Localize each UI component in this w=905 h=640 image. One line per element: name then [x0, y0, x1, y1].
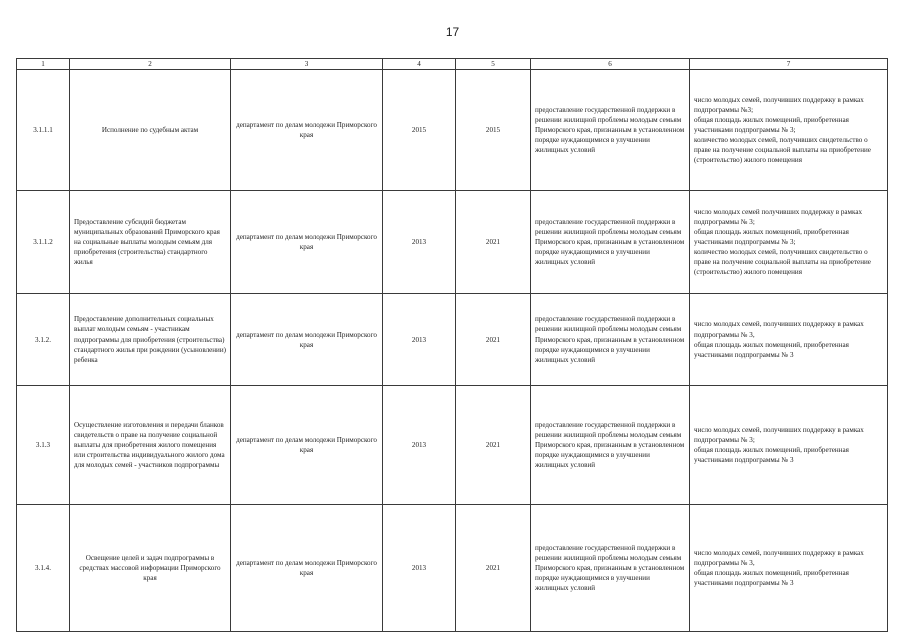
measure-number: 3.1.3	[17, 386, 70, 505]
measure-name: Предоставление субсидий бюджетам муниципальных образований Приморского края на социальные выплаты молодым семьям для приобретения (строительства) стандартного жилья	[70, 191, 231, 294]
expected-result: предоставление государственной поддержки в решении жилищной проблемы молодым семьям Приморского края, признанным в установленном порядке нуждающимися в улучшении жилищных условий	[531, 386, 690, 505]
indicators: число молодых семей, получивших поддержку в рамках подпрограммы № 3, общая площадь жилых помещений, приобретенная участниками подпрограммы № 3	[690, 505, 888, 632]
indicators: число молодых семей, получивших поддержку в рамках подпрограммы № 3; общая площадь жилых помещений, приобретенная участниками подпрограммы № 3	[690, 386, 888, 505]
expected-result: предоставление государственной поддержки в решении жилищной проблемы молодым семьям Приморского края, признанным в установленном порядке нуждающимися в улучшении жилищных условий	[531, 70, 690, 191]
page-number: 17	[445, 25, 460, 39]
executor: департамент по делам молодежи Приморского края	[231, 386, 383, 505]
measure-number: 3.1.4.	[17, 505, 70, 632]
expected-result: предоставление государственной поддержки в решении жилищной проблемы молодым семьям Приморского края, признанным в установленном порядке нуждающимися в улучшении жилищных условий	[531, 505, 690, 632]
measure-name: Исполнение по судебным актам	[70, 70, 231, 191]
header-row	[17, 59, 888, 70]
start-year: 2013	[383, 505, 456, 632]
col-header-7: 7	[690, 59, 888, 70]
table-row	[17, 191, 888, 294]
col-header-1: 1	[17, 59, 70, 70]
measures-table	[16, 58, 888, 632]
indicators: число молодых семей получивших поддержку в рамках подпрограммы № 3; общая площадь жилых помещений, приобретенная участниками подпрограммы № 3; количество молодых семей, получивших свидетельство о праве на получение социальной выплаты на приобретение (строительство) жилого помещения	[690, 191, 888, 294]
indicators: число молодых семей, получивших поддержку в рамках подпрограммы №3; общая площадь жилых помещений, приобретенная участниками подпрограммы № 3; количество молодых семей, получивших свидетельство о праве на получение социальной выплаты на приобретение (строительство) жилого помещения	[690, 70, 888, 191]
expected-result: предоставление государственной поддержки в решении жилищной проблемы молодым семьям Приморского края, признанным в установленном порядке нуждающимися в улучшении жилищных условий	[531, 191, 690, 294]
measure-name: Осуществление изготовления и передачи бланков свидетельств о праве на получение социальной выплаты для приобретения жилого помещения или строительства индивидуального жилого дома для молодых семей - участников подпрограммы	[70, 386, 231, 505]
start-year: 2013	[383, 294, 456, 386]
measure-name: Предоставление дополнительных социальных выплат молодым семьям - участникам подпрограммы для приобретения (строительства) стандартного жилья при рождении (усыновлении) ребенка	[70, 294, 231, 386]
col-header-5: 5	[456, 59, 531, 70]
measure-number: 3.1.1.2	[17, 191, 70, 294]
table-row	[17, 386, 888, 505]
start-year: 2013	[383, 191, 456, 294]
executor: департамент по делам молодежи Приморского края	[231, 191, 383, 294]
table-row	[17, 294, 888, 386]
table-row	[17, 505, 888, 632]
indicators: число молодых семей, получивших поддержку в рамках подпрограммы № 3, общая площадь жилых помещений, приобретенная участниками подпрограммы № 3	[690, 294, 888, 386]
table-row	[17, 70, 888, 191]
end-year: 2021	[456, 191, 531, 294]
expected-result: предоставление государственной поддержки в решении жилищной проблемы молодым семьям Приморского края, признанным в установленном порядке нуждающимися в улучшении жилищных условий	[531, 294, 690, 386]
col-header-6: 6	[531, 59, 690, 70]
measure-name: Освещение целей и задач подпрограммы в средствах массовой информации Приморского края	[70, 505, 231, 632]
end-year: 2021	[456, 386, 531, 505]
start-year: 2013	[383, 386, 456, 505]
measure-number: 3.1.2.	[17, 294, 70, 386]
end-year: 2021	[456, 294, 531, 386]
col-header-3: 3	[231, 59, 383, 70]
measure-number: 3.1.1.1	[17, 70, 70, 191]
executor: департамент по делам молодежи Приморского края	[231, 70, 383, 191]
end-year: 2021	[456, 505, 531, 632]
start-year: 2015	[383, 70, 456, 191]
executor: департамент по делам молодежи Приморского края	[231, 294, 383, 386]
col-header-4: 4	[383, 59, 456, 70]
executor: департамент по делам молодежи Приморского края	[231, 505, 383, 632]
col-header-2: 2	[70, 59, 231, 70]
end-year: 2015	[456, 70, 531, 191]
